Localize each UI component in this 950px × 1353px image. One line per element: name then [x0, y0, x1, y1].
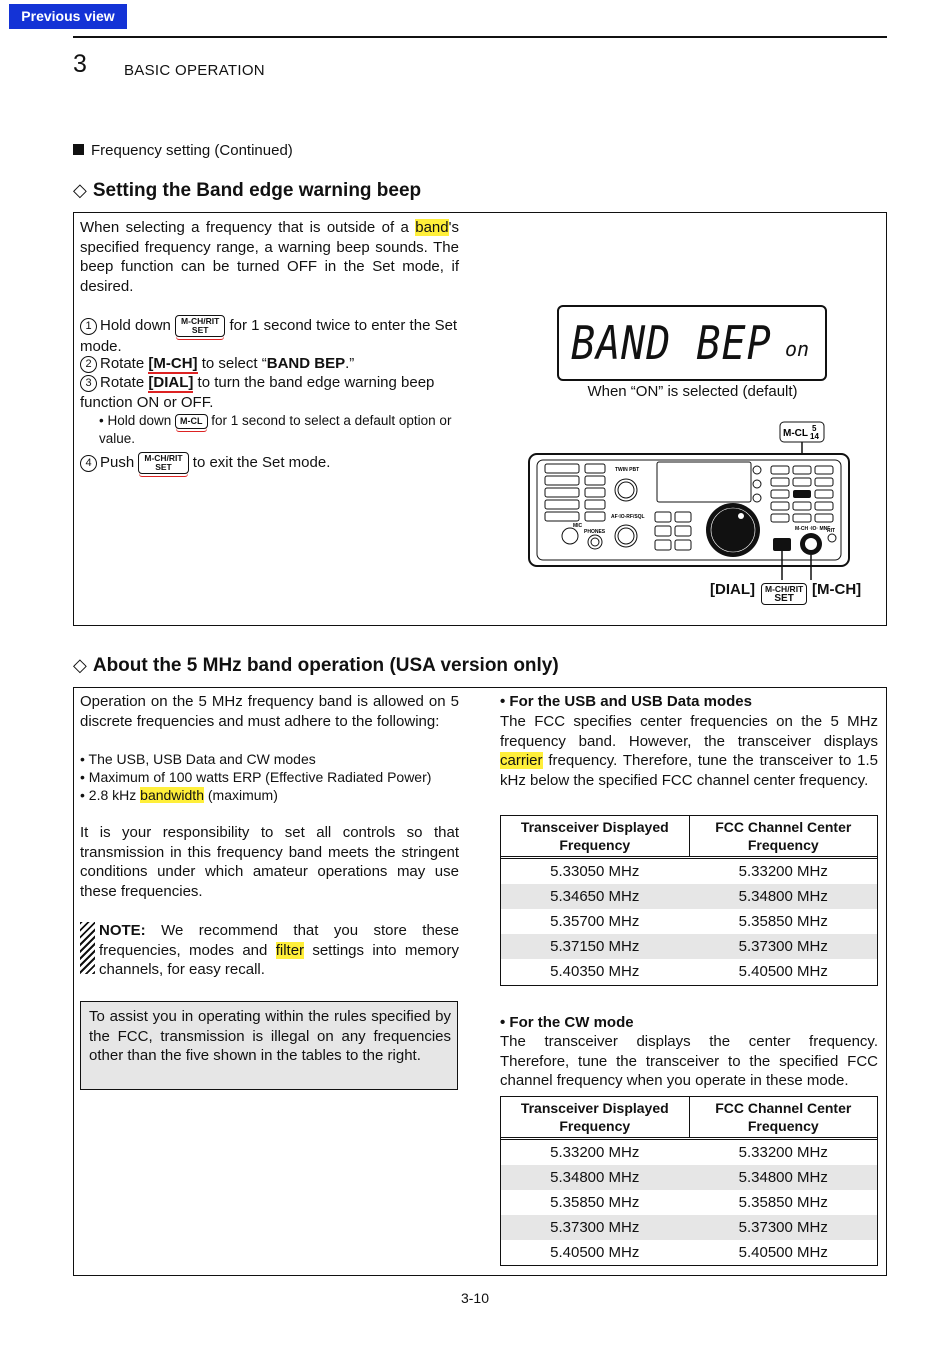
table-row: 5.33200 MHz 5.33200 MHz: [550, 1144, 828, 1161]
m-ch-rit-set-button: [773, 538, 791, 551]
dial-label: [DIAL]: [710, 581, 755, 598]
square-bullet-icon: [73, 144, 84, 155]
mic-label: MIC: [573, 523, 583, 529]
table-row: 5.35700 MHz 5.35850 MHz: [550, 913, 828, 930]
table-row: 5.40350 MHz 5.40500 MHz: [550, 963, 828, 980]
condition-item: • Maximum of 100 watts ERP (Effective Radiated Power): [80, 769, 432, 785]
rit-label: RIT: [827, 528, 836, 534]
note-icon: [80, 922, 95, 974]
table-header: Transceiver Displayed Frequency: [501, 816, 690, 858]
condition-list: [80, 750, 460, 804]
header-rule: [73, 36, 887, 38]
diamond-icon: ◇: [73, 655, 87, 675]
main-dial-knob: [706, 503, 760, 557]
band-edge-intro: When selecting a frequency that is outside of a band's specified frequency range, a warning beep sounds. The beep function can be turned OFF in the Set mode, if desired.: [80, 219, 459, 295]
usb-heading: • For the USB and USB Data modes: [500, 693, 752, 710]
m-cl-callout-top: 5: [812, 424, 817, 433]
table-row: 5.37150 MHz 5.37300 MHz: [501, 934, 878, 959]
fcc-notice-text: To assist you in operating within the rules specified by the FCC, transmission is illegal on any frequencies other than the five shown in the tables to the right.: [89, 1008, 451, 1064]
cw-text: The transceiver displays the center frequency. Therefore, tune the transceiver to the specified FCC channel frequency when you operate in these mode.: [500, 1033, 878, 1089]
table-row: 5.33050 MHz 5.33200 MHz: [550, 863, 828, 880]
diamond-icon: ◇: [73, 180, 87, 200]
note-text: NOTE: We recommend that you store these frequencies, modes and filter settings into memory channels, for easy recall.: [99, 922, 459, 978]
step-4: 4 Push M-CH/RIT SET to exit the Set mode.: [80, 452, 460, 474]
table-header: Transceiver Displayed Frequency: [501, 1097, 690, 1139]
step-3: 3 Rotate [DIAL] to turn the band edge warning beep function ON or OFF.: [80, 374, 435, 411]
table-row: 5.40500 MHz 5.40500 MHz: [550, 1244, 828, 1261]
subheading: Frequency setting (Continued): [73, 142, 293, 159]
m-cl-button: [793, 490, 811, 498]
5mhz-intro: Operation on the 5 MHz frequency band is allowed on 5 discrete frequencies and must adhere to the following:: [80, 693, 459, 730]
step-1: 1 Hold down M-CH/RIT SET for 1 second twice to enter the Set mode.: [80, 316, 458, 355]
lcd-caption: When “ON” is selected (default): [587, 383, 798, 400]
page-number: 3-10: [460, 1290, 490, 1306]
phones-label: PHONES: [584, 529, 606, 535]
table-header: FCC Channel Center Frequency: [689, 1097, 878, 1139]
lcd-main-text: BAND BEP: [571, 317, 772, 371]
m-ch-rit-set-key: M-CH/RIT SET: [138, 452, 188, 474]
m-ch-label: [M-CH]: [812, 581, 862, 598]
table-row: 5.37300 MHz 5.37300 MHz: [501, 1215, 878, 1240]
table-header: FCC Channel Center Frequency: [689, 816, 878, 858]
set-key-label: M-CH/RIT SET: [761, 583, 807, 605]
twin-pbt-label: TWIN PBT: [615, 467, 640, 473]
m-cl-callout-label: M-CL: [783, 428, 808, 439]
responsibility-text: It is your responsibility to set all controls so that transmission in this frequency band meets the stringent conditions under which amateur operations may use these frequencies.: [80, 824, 459, 900]
lcd-display: [557, 305, 827, 381]
condition-item: • 2.8 kHz bandwidth (maximum): [80, 787, 278, 803]
table-row: 5.34800 MHz 5.34800 MHz: [501, 1165, 878, 1190]
m-cl-key: M-CL: [175, 414, 208, 429]
chapter-number: 3: [73, 50, 87, 78]
lcd-value-text: on: [785, 337, 810, 361]
previous-view-button[interactable]: Previous view: [9, 4, 127, 29]
m-ch-rit-set-key: M-CH/RIT SET: [175, 315, 225, 337]
m-cl-callout-bot: 14: [810, 432, 819, 441]
chapter-title: BASIC OPERATION: [124, 62, 265, 79]
section-title-5mhz: ◇ About the 5 MHz band operation (USA version only): [73, 655, 559, 676]
step-3-subnote: • Hold down M-CL for 1 second to select a default option or value.: [99, 413, 452, 446]
section-title-band-edge: ◇ Setting the Band edge warning beep: [73, 180, 422, 201]
usb-frequency-table: [500, 815, 878, 984]
cw-heading: • For the CW mode: [500, 1014, 634, 1031]
cw-frequency-table: [500, 1096, 878, 1265]
table-row: 5.34650 MHz 5.34800 MHz: [501, 884, 878, 909]
table-row: 5.35850 MHz 5.35850 MHz: [550, 1194, 828, 1211]
m-ch-mnf-label: M-CH ·IO· MNF: [795, 526, 831, 532]
usb-text: The FCC specifies center frequencies on the 5 MHz frequency band. However, the transceiver displays carrier frequency. Therefore, tune the transceiver to 1.5 kHz below the specified FCC channel center frequency.: [500, 713, 878, 789]
af-rf-label: AF·IO-RF/SQL: [611, 514, 645, 520]
condition-item: • The USB, USB Data and CW modes: [80, 751, 316, 767]
step-2: 2 Rotate [M-CH] to select “BAND BEP.”: [80, 354, 460, 374]
